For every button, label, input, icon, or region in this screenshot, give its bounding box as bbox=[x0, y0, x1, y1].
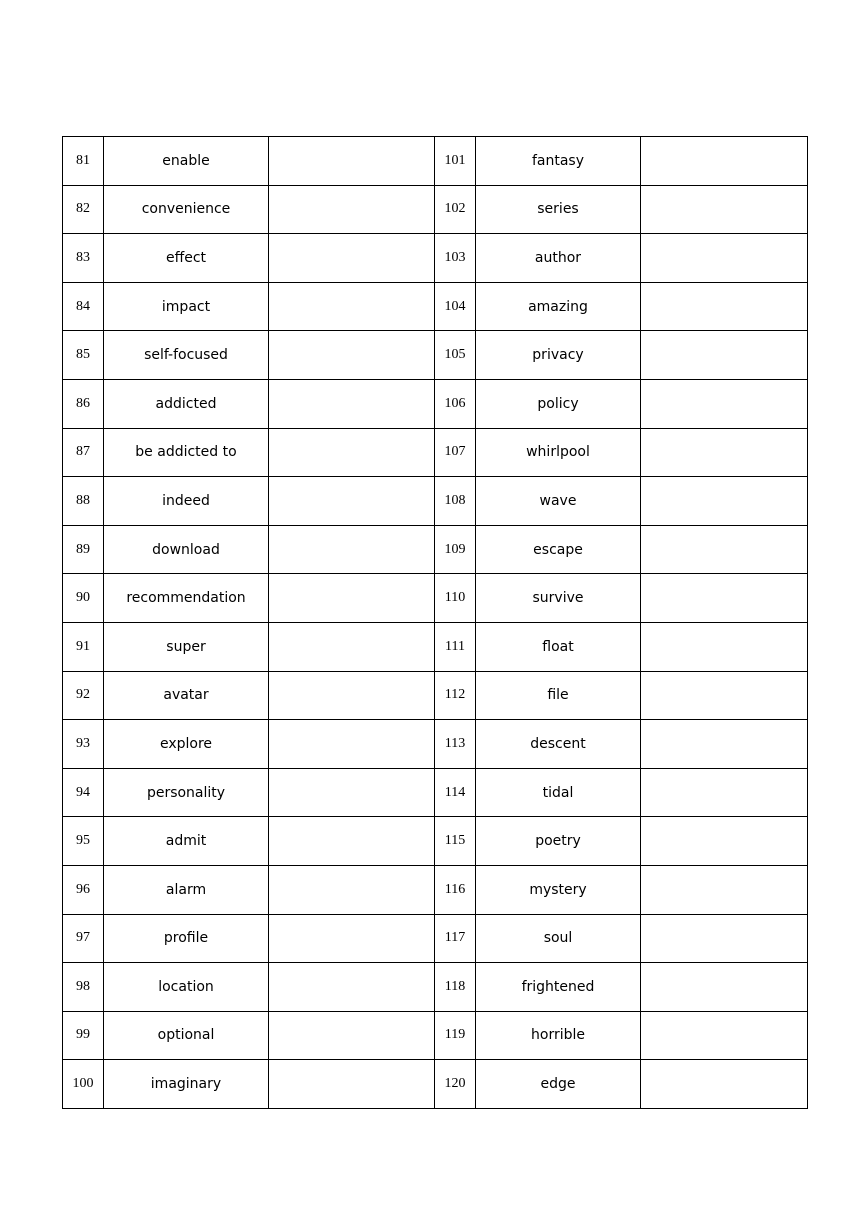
right-entry-number: 116 bbox=[435, 865, 476, 914]
right-entry-word: survive bbox=[476, 574, 641, 623]
left-answer-cell bbox=[269, 137, 435, 186]
left-answer-cell bbox=[269, 525, 435, 574]
left-entry-number: 95 bbox=[63, 817, 104, 866]
left-entry-number: 82 bbox=[63, 185, 104, 234]
right-answer-cell bbox=[641, 720, 808, 769]
right-answer-cell bbox=[641, 1011, 808, 1060]
left-answer-cell bbox=[269, 768, 435, 817]
table-row bbox=[63, 282, 808, 331]
table-row bbox=[63, 379, 808, 428]
table-row bbox=[63, 671, 808, 720]
right-answer-cell bbox=[641, 525, 808, 574]
left-entry-word: location bbox=[104, 963, 269, 1012]
left-entry-number: 98 bbox=[63, 963, 104, 1012]
right-entry-word: author bbox=[476, 234, 641, 283]
left-entry-word: be addicted to bbox=[104, 428, 269, 477]
right-entry-word: tidal bbox=[476, 768, 641, 817]
left-entry-number: 94 bbox=[63, 768, 104, 817]
left-entry-word: imaginary bbox=[104, 1060, 269, 1109]
table-row bbox=[63, 185, 808, 234]
left-answer-cell bbox=[269, 574, 435, 623]
left-answer-cell bbox=[269, 282, 435, 331]
left-entry-number: 83 bbox=[63, 234, 104, 283]
left-answer-cell bbox=[269, 1060, 435, 1109]
right-entry-word: wave bbox=[476, 477, 641, 526]
left-entry-word: indeed bbox=[104, 477, 269, 526]
right-entry-word: soul bbox=[476, 914, 641, 963]
left-answer-cell bbox=[269, 671, 435, 720]
right-entry-word: poetry bbox=[476, 817, 641, 866]
left-entry-word: avatar bbox=[104, 671, 269, 720]
right-entry-word: whirlpool bbox=[476, 428, 641, 477]
right-entry-word: fantasy bbox=[476, 137, 641, 186]
right-entry-number: 113 bbox=[435, 720, 476, 769]
right-entry-number: 105 bbox=[435, 331, 476, 380]
right-answer-cell bbox=[641, 477, 808, 526]
left-entry-word: impact bbox=[104, 282, 269, 331]
left-answer-cell bbox=[269, 428, 435, 477]
right-entry-number: 107 bbox=[435, 428, 476, 477]
right-entry-word: privacy bbox=[476, 331, 641, 380]
right-entry-word: series bbox=[476, 185, 641, 234]
left-entry-word: explore bbox=[104, 720, 269, 769]
right-answer-cell bbox=[641, 865, 808, 914]
table-row bbox=[63, 574, 808, 623]
left-entry-number: 91 bbox=[63, 622, 104, 671]
left-answer-cell bbox=[269, 185, 435, 234]
table-row bbox=[63, 622, 808, 671]
left-entry-number: 88 bbox=[63, 477, 104, 526]
right-answer-cell bbox=[641, 817, 808, 866]
right-entry-number: 115 bbox=[435, 817, 476, 866]
table-row bbox=[63, 331, 808, 380]
vocabulary-table-body bbox=[63, 137, 808, 1109]
left-entry-word: self-focused bbox=[104, 331, 269, 380]
right-entry-word: frightened bbox=[476, 963, 641, 1012]
right-entry-number: 108 bbox=[435, 477, 476, 526]
right-entry-number: 112 bbox=[435, 671, 476, 720]
right-answer-cell bbox=[641, 671, 808, 720]
right-entry-word: descent bbox=[476, 720, 641, 769]
right-entry-number: 117 bbox=[435, 914, 476, 963]
right-entry-word: file bbox=[476, 671, 641, 720]
left-entry-number: 93 bbox=[63, 720, 104, 769]
right-answer-cell bbox=[641, 137, 808, 186]
left-answer-cell bbox=[269, 234, 435, 283]
right-answer-cell bbox=[641, 185, 808, 234]
left-answer-cell bbox=[269, 477, 435, 526]
left-entry-number: 81 bbox=[63, 137, 104, 186]
right-answer-cell bbox=[641, 282, 808, 331]
right-entry-word: edge bbox=[476, 1060, 641, 1109]
left-entry-number: 90 bbox=[63, 574, 104, 623]
right-entry-number: 111 bbox=[435, 622, 476, 671]
right-answer-cell bbox=[641, 234, 808, 283]
left-entry-number: 89 bbox=[63, 525, 104, 574]
table-row bbox=[63, 477, 808, 526]
table-row bbox=[63, 817, 808, 866]
left-entry-number: 99 bbox=[63, 1011, 104, 1060]
left-answer-cell bbox=[269, 622, 435, 671]
right-answer-cell bbox=[641, 1060, 808, 1109]
right-entry-number: 106 bbox=[435, 379, 476, 428]
table-row bbox=[63, 428, 808, 477]
left-entry-number: 87 bbox=[63, 428, 104, 477]
right-entry-word: float bbox=[476, 622, 641, 671]
left-entry-word: super bbox=[104, 622, 269, 671]
left-entry-number: 86 bbox=[63, 379, 104, 428]
table-row bbox=[63, 963, 808, 1012]
left-entry-word: recommendation bbox=[104, 574, 269, 623]
left-entry-word: personality bbox=[104, 768, 269, 817]
left-entry-word: effect bbox=[104, 234, 269, 283]
table-row bbox=[63, 1060, 808, 1109]
table-row bbox=[63, 865, 808, 914]
left-answer-cell bbox=[269, 865, 435, 914]
right-answer-cell bbox=[641, 622, 808, 671]
right-answer-cell bbox=[641, 914, 808, 963]
left-entry-number: 96 bbox=[63, 865, 104, 914]
table-row bbox=[63, 234, 808, 283]
right-entry-number: 109 bbox=[435, 525, 476, 574]
table-row bbox=[63, 914, 808, 963]
left-answer-cell bbox=[269, 379, 435, 428]
right-answer-cell bbox=[641, 768, 808, 817]
left-entry-number: 92 bbox=[63, 671, 104, 720]
table-row bbox=[63, 768, 808, 817]
left-answer-cell bbox=[269, 963, 435, 1012]
left-answer-cell bbox=[269, 914, 435, 963]
left-entry-number: 97 bbox=[63, 914, 104, 963]
right-entry-word: policy bbox=[476, 379, 641, 428]
left-answer-cell bbox=[269, 1011, 435, 1060]
right-entry-number: 118 bbox=[435, 963, 476, 1012]
right-entry-word: mystery bbox=[476, 865, 641, 914]
left-entry-word: alarm bbox=[104, 865, 269, 914]
left-answer-cell bbox=[269, 720, 435, 769]
right-answer-cell bbox=[641, 574, 808, 623]
right-entry-word: horrible bbox=[476, 1011, 641, 1060]
right-answer-cell bbox=[641, 379, 808, 428]
left-entry-word: enable bbox=[104, 137, 269, 186]
right-entry-number: 120 bbox=[435, 1060, 476, 1109]
right-entry-number: 103 bbox=[435, 234, 476, 283]
right-entry-number: 102 bbox=[435, 185, 476, 234]
right-entry-number: 101 bbox=[435, 137, 476, 186]
left-entry-word: download bbox=[104, 525, 269, 574]
right-entry-number: 114 bbox=[435, 768, 476, 817]
right-entry-number: 119 bbox=[435, 1011, 476, 1060]
left-entry-word: optional bbox=[104, 1011, 269, 1060]
left-entry-word: addicted bbox=[104, 379, 269, 428]
left-answer-cell bbox=[269, 817, 435, 866]
left-entry-word: convenience bbox=[104, 185, 269, 234]
left-answer-cell bbox=[269, 331, 435, 380]
right-entry-number: 104 bbox=[435, 282, 476, 331]
table-row bbox=[63, 525, 808, 574]
left-entry-number: 84 bbox=[63, 282, 104, 331]
table-row bbox=[63, 137, 808, 186]
right-entry-word: amazing bbox=[476, 282, 641, 331]
right-answer-cell bbox=[641, 428, 808, 477]
right-answer-cell bbox=[641, 963, 808, 1012]
table-row bbox=[63, 720, 808, 769]
right-answer-cell bbox=[641, 331, 808, 380]
left-entry-number: 85 bbox=[63, 331, 104, 380]
table-row bbox=[63, 1011, 808, 1060]
vocabulary-table bbox=[62, 136, 808, 1109]
left-entry-word: profile bbox=[104, 914, 269, 963]
right-entry-number: 110 bbox=[435, 574, 476, 623]
left-entry-number: 100 bbox=[63, 1060, 104, 1109]
right-entry-word: escape bbox=[476, 525, 641, 574]
left-entry-word: admit bbox=[104, 817, 269, 866]
